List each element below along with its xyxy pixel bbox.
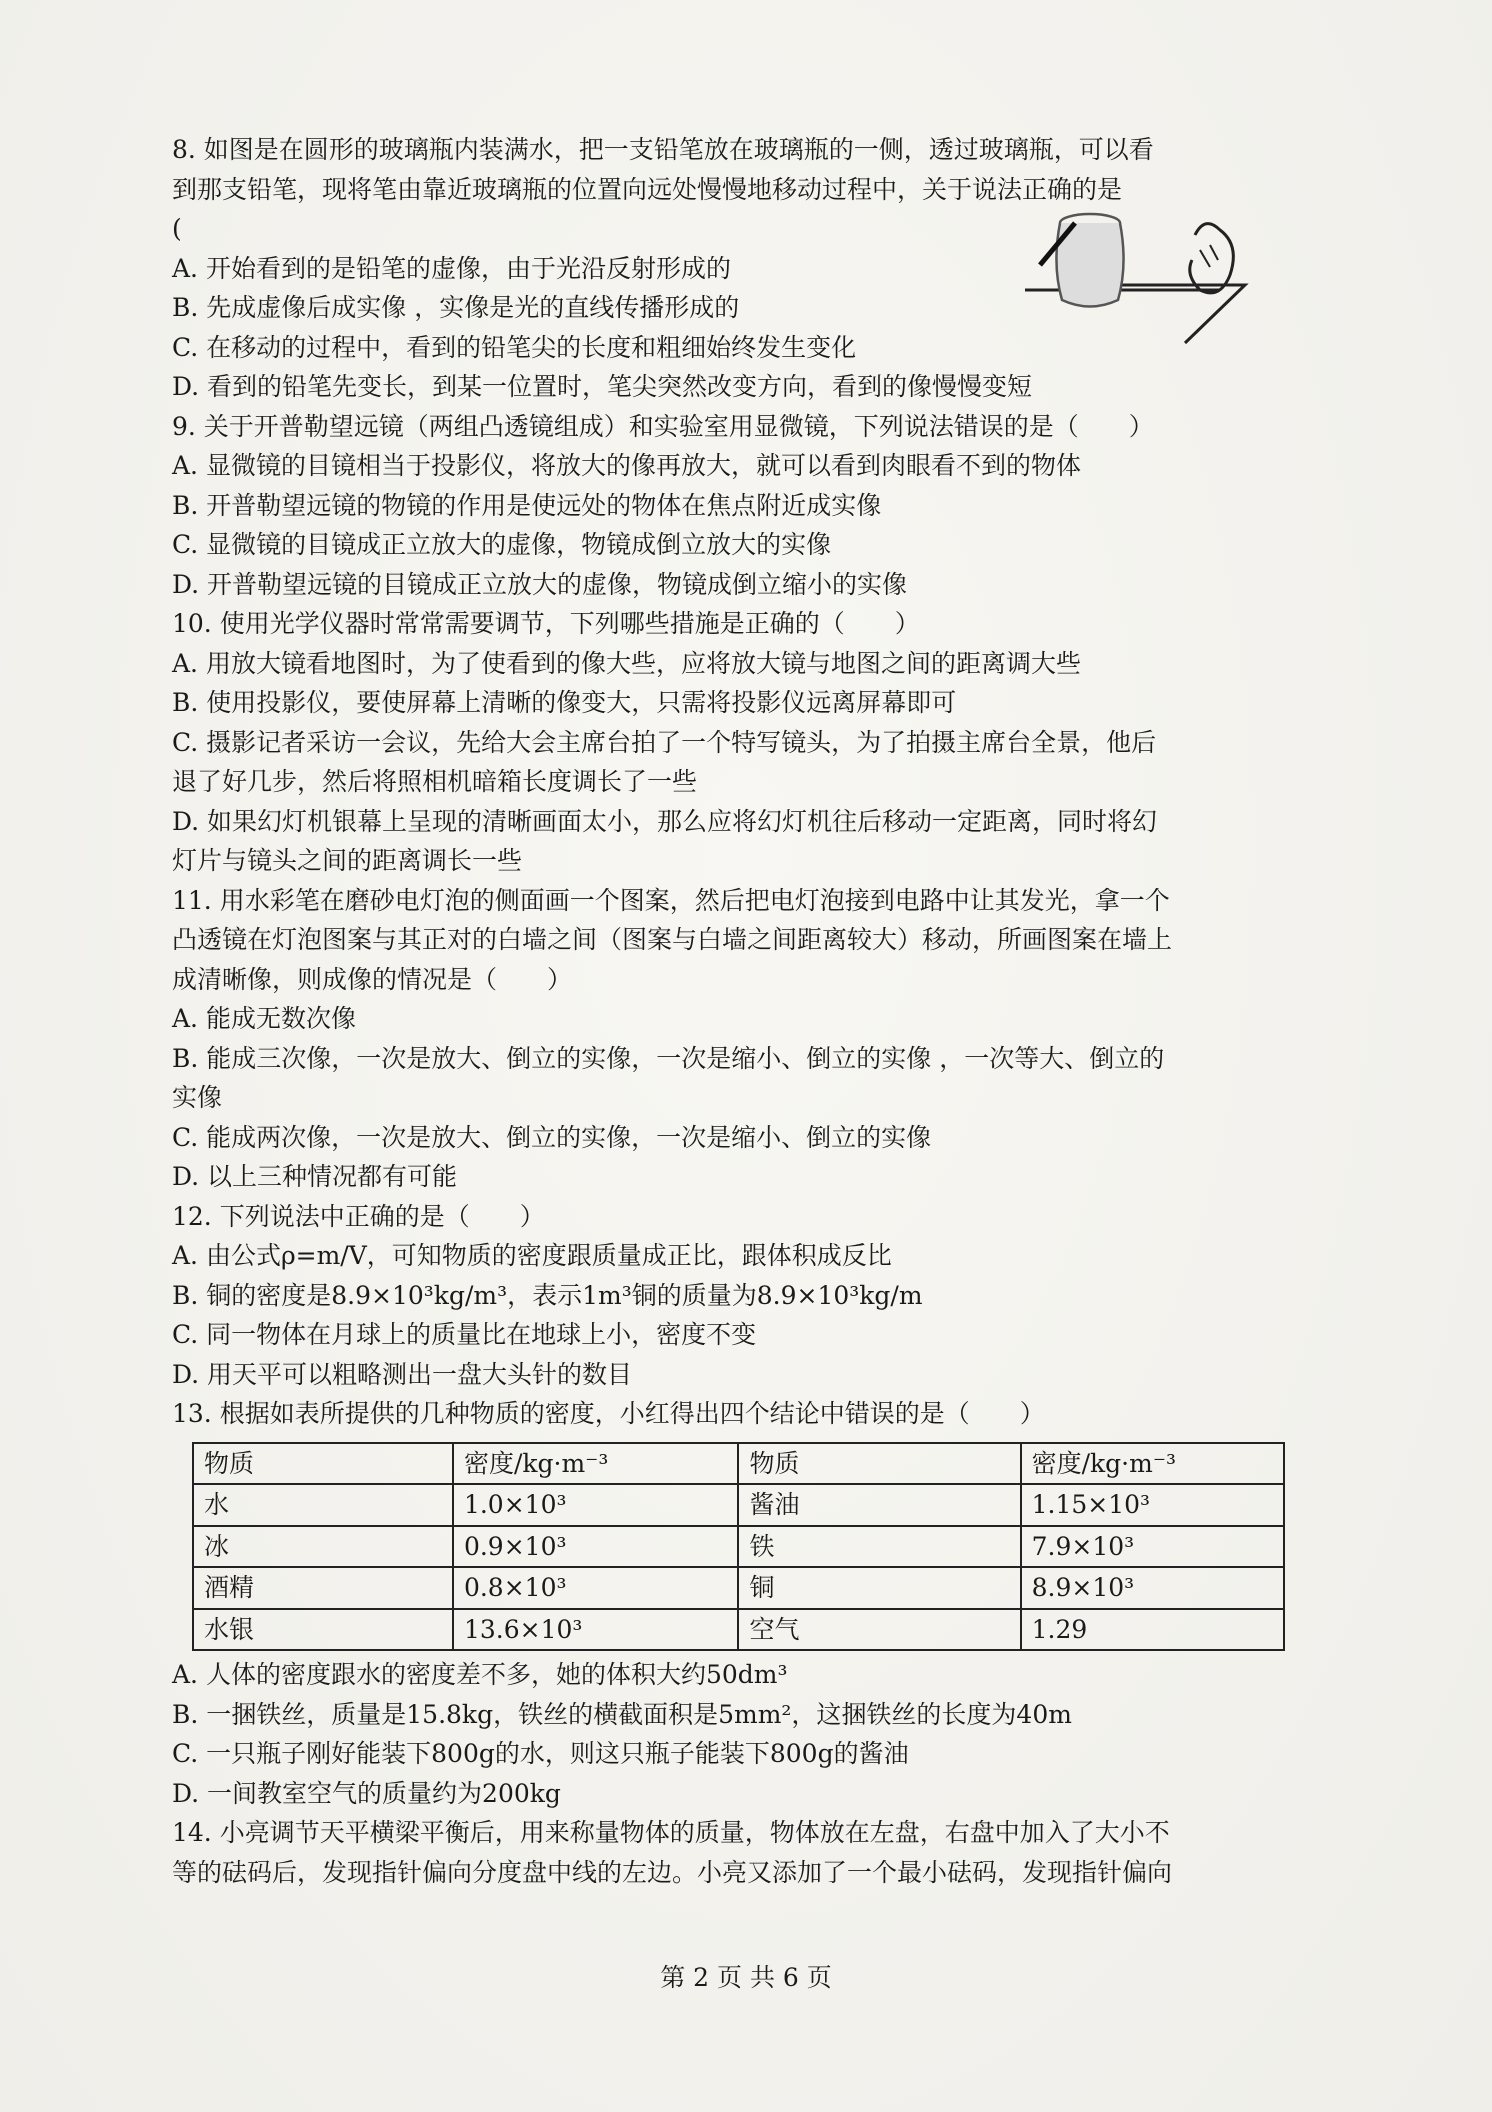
q12-option-c: C. 同一物体在月球上的质量比在地球上小，密度不变 [172, 1320, 757, 1349]
q11-option-b-line2: 实像 [172, 1083, 223, 1112]
q11-stem-line1: 11. 用水彩笔在磨砂电灯泡的侧面画一个图案，然后把电灯泡接到电路中让其发光，拿一个 [172, 885, 1170, 915]
table-header-cell: 密度/kg·m⁻³ [453, 1443, 739, 1485]
table-cell: 酒精 [193, 1567, 453, 1609]
q9-option-b: B. 开普勒望远镜的物镜的作用是使远处的物体在焦点附近成实像 [172, 490, 882, 520]
q11-option-a: A. 能成无数次像 [172, 1004, 356, 1033]
table-header-cell: 密度/kg·m⁻³ [1021, 1443, 1284, 1485]
table-cell: 1.15×10³ [1021, 1484, 1284, 1526]
q12-option-d: D. 用天平可以粗略测出一盘大头针的数目 [172, 1359, 633, 1389]
q10-option-c-line1: C. 摄影记者采访一会议，先给大会主席台拍了一个特写镜头，为了拍摄主席台全景，他后 [172, 727, 1157, 757]
table-header-cell: 物质 [738, 1443, 1020, 1485]
exam-content [172, 130, 1322, 1892]
table-cell: 0.8×10³ [453, 1567, 739, 1609]
table-row [193, 1609, 1284, 1651]
q9-option-d: D. 开普勒望远镜的目镜成正立放大的虚像，物镜成倒立缩小的实像 [172, 569, 908, 599]
density-table [192, 1442, 1285, 1652]
table-cell: 1.29 [1021, 1609, 1284, 1651]
q13-option-a: A. 人体的密度跟水的密度差不多，她的体积大约50dm³ [172, 1660, 788, 1689]
q13-stem: 13. 根据如表所提供的几种物质的密度，小红得出四个结论中错误的是（ ） [172, 1399, 1045, 1428]
table-cell: 13.6×10³ [453, 1609, 739, 1651]
q8-stem-line1: 8. 如图是在圆形的玻璃瓶内装满水，把一支铅笔放在玻璃瓶的一侧，透过玻璃瓶，可以看 [172, 135, 1154, 164]
table-row [193, 1567, 1284, 1609]
table-header-cell: 物质 [193, 1443, 453, 1485]
table-cell: 酱油 [738, 1484, 1020, 1526]
q12-option-a: A. 由公式ρ=m/V，可知物质的密度跟质量成正比，跟体积成反比 [172, 1241, 892, 1270]
q9-stem: 9. 关于开普勒望远镜（两组凸透镜组成）和实验室用显微镜，下列说法错误的是（ ） [172, 411, 1154, 441]
q11-stem-line2: 凸透镜在灯泡图案与其正对的白墙之间（图案与白墙之间距离较大）移动，所画图案在墙上 [172, 925, 1173, 954]
q10-option-a: A. 用放大镜看地图时，为了使看到的像大些，应将放大镜与地图之间的距离调大些 [172, 648, 1081, 678]
q14-stem-line1: 14. 小亮调节天平横梁平衡后，用来称量物体的质量，物体放在左盘，右盘中加入了大小不 [172, 1818, 1170, 1847]
density-table-wrap [192, 1442, 1322, 1652]
q10-option-d-line2: 灯片与镜头之间的距离调长一些 [172, 846, 523, 875]
q8-stem-line2: 到那支铅笔，现将笔由靠近玻璃瓶的位置向远处慢慢地移动过程中，关于说法正确的是 [172, 174, 1123, 204]
table-cell: 水 [193, 1484, 453, 1526]
q12-option-b: B. 铜的密度是8.9×10³kg/m³，表示1m³铜的质量为8.9×10³kg/m [172, 1280, 923, 1310]
q8-option-b: B. 先成虚像后成实像 ，实像是光的直线传播形成的 [172, 293, 740, 322]
q10-option-b: B. 使用投影仪，要使屏幕上清晰的像变大，只需将投影仪远离屏幕即可 [172, 688, 957, 717]
table-row [193, 1484, 1284, 1526]
q11-option-b-line1: B. 能成三次像，一次是放大、倒立的实像，一次是缩小、倒立的实像 ，一次等大、倒立的 [172, 1043, 1165, 1073]
table-cell: 水银 [193, 1609, 453, 1651]
table-header-row [193, 1443, 1284, 1485]
table-cell: 冰 [193, 1526, 453, 1568]
q14-stem-line2: 等的砝码后，发现指针偏向分度盘中线的左边。小亮又添加了一个最小砝码，发现指针偏向 [172, 1857, 1173, 1887]
table-cell: 铜 [738, 1567, 1020, 1609]
q11-option-d: D. 以上三种情况都有可能 [172, 1162, 458, 1191]
q8-stem-line3: ( [172, 214, 182, 243]
page-number-footer: 第 2 页 共 6 页 [660, 1963, 832, 1992]
q10-stem: 10. 使用光学仪器时常常需要调节，下列哪些措施是正确的（ ） [172, 609, 920, 638]
table-cell: 1.0×10³ [453, 1484, 739, 1526]
q9-option-c: C. 显微镜的目镜成正立放大的虚像，物镜成倒立放大的实像 [172, 530, 832, 559]
table-cell: 7.9×10³ [1021, 1526, 1284, 1568]
q13-option-c: C. 一只瓶子刚好能装下800g的水，则这只瓶子能装下800g的酱油 [172, 1739, 909, 1768]
q10-option-c-line2: 退了好几步，然后将照相机暗箱长度调长了一些 [172, 767, 698, 796]
q11-stem-line3: 成清晰像，则成像的情况是（ ） [172, 964, 573, 994]
table-cell: 铁 [738, 1526, 1020, 1568]
q8-option-c: C. 在移动的过程中，看到的铅笔尖的长度和粗细始终发生变化 [172, 332, 857, 362]
q10-option-d-line1: D. 如果幻灯机银幕上呈现的清晰画面太小，那么应将幻灯机往后移动一定距离，同时将幻 [172, 806, 1158, 836]
q8-option-a: A. 开始看到的是铅笔的虚像，由于光沿反射形成的 [172, 253, 731, 283]
q13-option-b: B. 一捆铁丝，质量是15.8kg，铁丝的横截面积是5mm²，这捆铁丝的长度为40m [172, 1699, 1072, 1729]
table-cell: 0.9×10³ [453, 1526, 739, 1568]
q12-stem: 12. 下列说法中正确的是（ ） [172, 1201, 545, 1231]
table-cell: 空气 [738, 1609, 1020, 1651]
q9-option-a: A. 显微镜的目镜相当于投影仪，将放大的像再放大，就可以看到肉眼看不到的物体 [172, 451, 1081, 480]
q8-option-d: D. 看到的铅笔先变长，到某一位置时，笔尖突然改变方向，看到的像慢慢变短 [172, 372, 1033, 401]
q13-option-d: D. 一间教室空气的质量约为200kg [172, 1778, 561, 1808]
q11-option-c: C. 能成两次像，一次是放大、倒立的实像，一次是缩小、倒立的实像 [172, 1122, 932, 1152]
table-cell: 8.9×10³ [1021, 1567, 1284, 1609]
table-row [193, 1526, 1284, 1568]
